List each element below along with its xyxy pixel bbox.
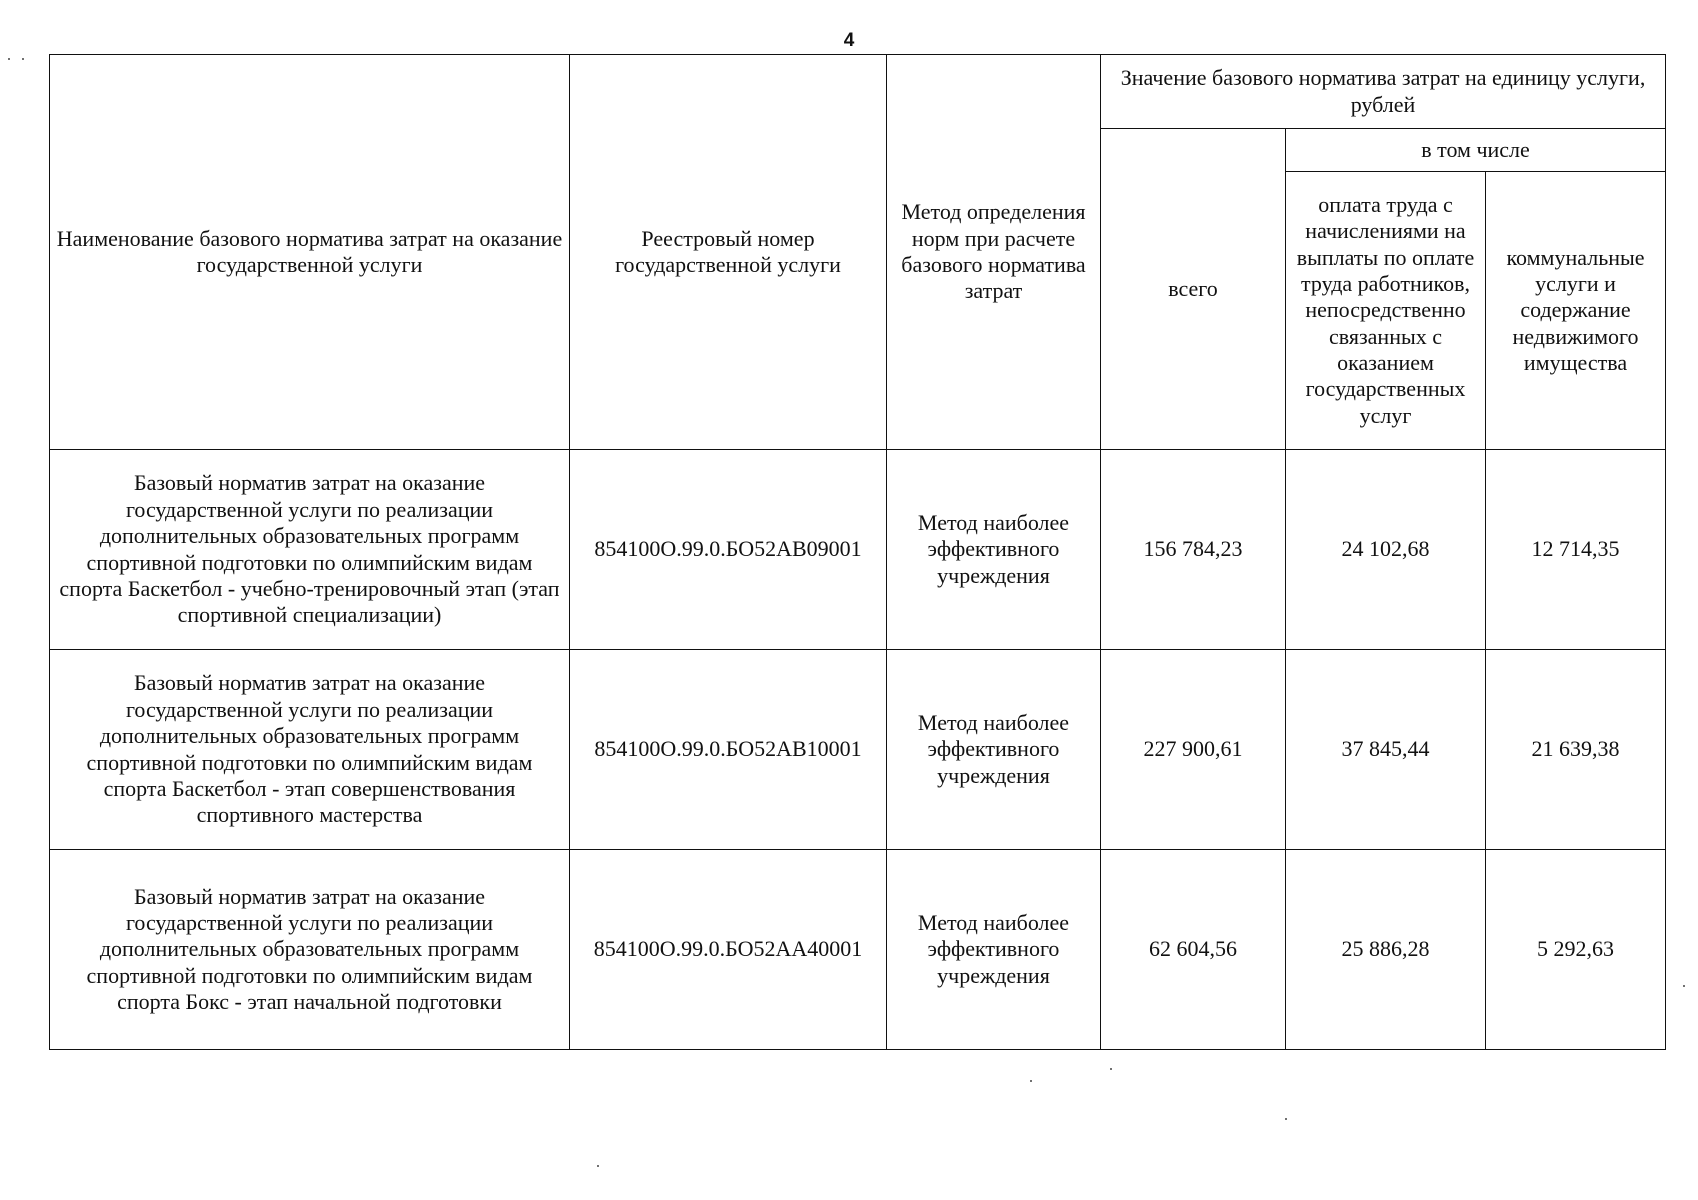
scan-speck	[22, 58, 24, 60]
table-row	[50, 650, 1666, 850]
row-total: 62 604,56	[1101, 850, 1286, 1050]
row-method: Метод наиболее эффективного учреждения	[887, 850, 1101, 1050]
cost-standards-table	[49, 54, 1666, 1050]
table-row	[50, 450, 1666, 650]
header-salary: оплата труда с начислениями на выплаты по оплате труда работников, непосредственно связанных с оказанием государственных услуг	[1286, 172, 1486, 450]
scan-speck	[1683, 985, 1685, 987]
header-registry-number: Реестровый номер государственной услуги	[570, 55, 887, 450]
header-method: Метод определения норм при расчете базового норматива затрат	[887, 55, 1101, 450]
header-total: всего	[1101, 129, 1286, 450]
header-name: Наименование базового норматива затрат на оказание государственной услуги	[50, 55, 570, 450]
header-value-group: Значение базового норматива затрат на единицу услуги, рублей	[1101, 55, 1666, 129]
row-name: Базовый норматив затрат на оказание государственной услуги по реализации дополнительных образовательных программ спортивной подготовки по олимпийским видам спорта Бокс - этап начальной подготовки	[50, 850, 570, 1050]
row-method: Метод наиболее эффективного учреждения	[887, 650, 1101, 850]
header-utilities: коммунальные услуги и содержание недвижимого имущества	[1486, 172, 1666, 450]
scan-speck	[1285, 1118, 1287, 1120]
row-salary: 24 102,68	[1286, 450, 1486, 650]
row-total: 227 900,61	[1101, 650, 1286, 850]
row-method: Метод наиболее эффективного учреждения	[887, 450, 1101, 650]
row-registry-number: 854100О.99.0.БО52АВ10001	[570, 650, 887, 850]
table-row	[50, 850, 1666, 1050]
header-including: в том числе	[1286, 129, 1666, 172]
row-name: Базовый норматив затрат на оказание государственной услуги по реализации дополнительных образовательных программ спортивной подготовки по олимпийским видам спорта Баскетбол - этап совершенствования спортивного мастерства	[50, 650, 570, 850]
row-name: Базовый норматив затрат на оказание государственной услуги по реализации дополнительных образовательных программ спортивной подготовки по олимпийским видам спорта Баскетбол - учебно-тренировочный этап (этап спортивной специализации)	[50, 450, 570, 650]
page-number: 4	[843, 30, 855, 51]
row-utilities: 12 714,35	[1486, 450, 1666, 650]
scan-speck	[8, 58, 10, 60]
row-total: 156 784,23	[1101, 450, 1286, 650]
row-salary: 25 886,28	[1286, 850, 1486, 1050]
scan-speck	[1030, 1080, 1032, 1082]
row-registry-number: 854100О.99.0.БО52АА40001	[570, 850, 887, 1050]
row-utilities: 5 292,63	[1486, 850, 1666, 1050]
row-salary: 37 845,44	[1286, 650, 1486, 850]
row-registry-number: 854100О.99.0.БО52АВ09001	[570, 450, 887, 650]
header-row-1	[50, 55, 1666, 129]
scan-speck	[597, 1165, 599, 1167]
row-utilities: 21 639,38	[1486, 650, 1666, 850]
scan-speck	[1110, 1068, 1112, 1070]
